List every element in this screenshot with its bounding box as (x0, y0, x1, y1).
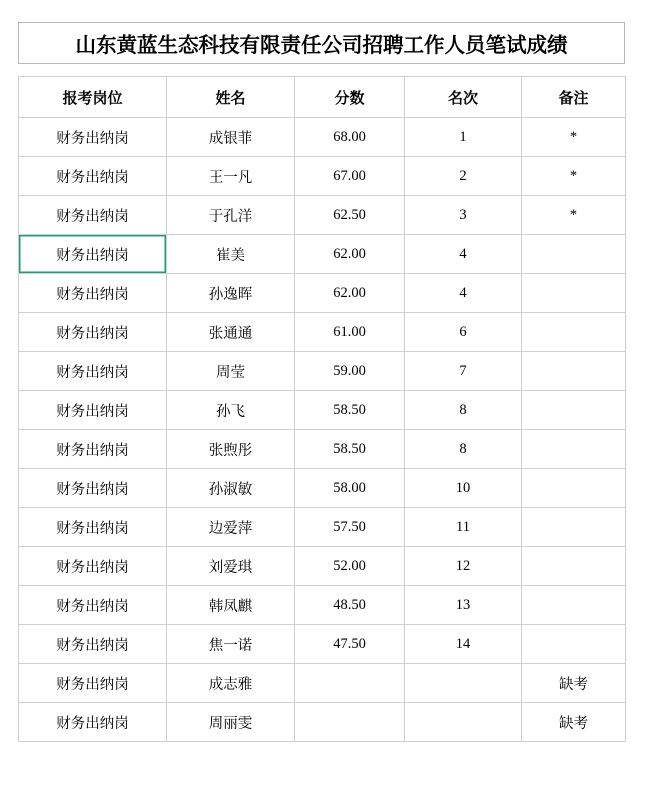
cell-name[interactable]: 周莹 (167, 352, 295, 391)
cell-name[interactable]: 孙逸晖 (167, 274, 295, 313)
cell-post[interactable]: 财务出纳岗 (19, 586, 167, 625)
table-row (19, 625, 626, 664)
table-row (19, 391, 626, 430)
cell-post[interactable]: 财务出纳岗 (19, 352, 167, 391)
cell-name[interactable]: 成银菲 (167, 118, 295, 157)
table-row (19, 469, 626, 508)
cell-name[interactable]: 孙飞 (167, 391, 295, 430)
table-row (19, 508, 626, 547)
cell-name[interactable]: 张煦彤 (167, 430, 295, 469)
cell-post[interactable]: 财务出纳岗 (19, 664, 167, 703)
cell-rank[interactable]: 14 (405, 625, 522, 664)
cell-rank[interactable]: 8 (405, 391, 522, 430)
cell-name[interactable]: 于孔洋 (167, 196, 295, 235)
cell-score[interactable]: 62.00 (295, 235, 405, 274)
cell-rank[interactable]: 7 (405, 352, 522, 391)
table-row (19, 586, 626, 625)
page-title: 山东黄蓝生态科技有限责任公司招聘工作人员笔试成绩 (75, 35, 568, 57)
cell-score[interactable]: 58.50 (295, 391, 405, 430)
cell-score[interactable]: 48.50 (295, 586, 405, 625)
cell-rank[interactable]: 4 (405, 235, 522, 274)
cell-name[interactable]: 孙淑敏 (167, 469, 295, 508)
cell-post-selected[interactable]: 财务出纳岗 (19, 235, 167, 274)
scores-table (18, 76, 626, 742)
cell-rank[interactable]: 3 (405, 196, 522, 235)
column-header-post: 报考岗位 (19, 77, 167, 118)
table-row (19, 664, 626, 703)
cell-note[interactable] (522, 391, 626, 430)
cell-note[interactable] (522, 274, 626, 313)
cell-score[interactable]: 61.00 (295, 313, 405, 352)
cell-score[interactable]: 59.00 (295, 352, 405, 391)
cell-name[interactable]: 崔美 (167, 235, 295, 274)
table-row (19, 157, 626, 196)
cell-note[interactable] (522, 547, 626, 586)
table-row (19, 352, 626, 391)
cell-post[interactable]: 财务出纳岗 (19, 469, 167, 508)
table-row (19, 547, 626, 586)
cell-note[interactable] (522, 625, 626, 664)
cell-rank[interactable]: 6 (405, 313, 522, 352)
cell-post[interactable]: 财务出纳岗 (19, 274, 167, 313)
cell-post[interactable]: 财务出纳岗 (19, 508, 167, 547)
cell-rank[interactable]: 12 (405, 547, 522, 586)
cell-post[interactable]: 财务出纳岗 (19, 313, 167, 352)
cell-score[interactable] (295, 703, 405, 742)
cell-name[interactable]: 成志雅 (167, 664, 295, 703)
cell-score[interactable] (295, 664, 405, 703)
cell-post[interactable]: 财务出纳岗 (19, 703, 167, 742)
cell-note[interactable] (522, 586, 626, 625)
table-row (19, 235, 626, 274)
cell-note[interactable]: 缺考 (522, 664, 626, 703)
table-row (19, 196, 626, 235)
cell-score[interactable]: 62.00 (295, 274, 405, 313)
cell-note[interactable] (522, 508, 626, 547)
cell-note[interactable]: 缺考 (522, 703, 626, 742)
cell-score[interactable]: 58.50 (295, 430, 405, 469)
table-row (19, 118, 626, 157)
cell-note[interactable] (522, 352, 626, 391)
column-header-note: 备注 (522, 77, 626, 118)
table-row (19, 703, 626, 742)
table-row (19, 274, 626, 313)
column-header-score: 分数 (295, 77, 405, 118)
cell-rank[interactable]: 11 (405, 508, 522, 547)
cell-post[interactable]: 财务出纳岗 (19, 157, 167, 196)
cell-name[interactable]: 周丽雯 (167, 703, 295, 742)
cell-rank[interactable] (405, 703, 522, 742)
cell-post[interactable]: 财务出纳岗 (19, 118, 167, 157)
table-row (19, 430, 626, 469)
cell-score[interactable]: 67.00 (295, 157, 405, 196)
table-body (19, 118, 626, 742)
document-page (0, 22, 645, 791)
column-header-name: 姓名 (167, 77, 295, 118)
document-title-row (18, 22, 625, 64)
cell-name[interactable]: 边爱萍 (167, 508, 295, 547)
cell-name[interactable]: 王一凡 (167, 157, 295, 196)
cell-note[interactable]: * (522, 157, 626, 196)
cell-score[interactable]: 52.00 (295, 547, 405, 586)
cell-score[interactable]: 68.00 (295, 118, 405, 157)
cell-post[interactable]: 财务出纳岗 (19, 196, 167, 235)
cell-score[interactable]: 47.50 (295, 625, 405, 664)
cell-rank[interactable]: 4 (405, 274, 522, 313)
cell-rank[interactable] (405, 664, 522, 703)
cell-score[interactable]: 57.50 (295, 508, 405, 547)
table-row (19, 313, 626, 352)
cell-rank[interactable]: 1 (405, 118, 522, 157)
cell-post[interactable]: 财务出纳岗 (19, 625, 167, 664)
cell-note[interactable] (522, 430, 626, 469)
cell-score[interactable]: 62.50 (295, 196, 405, 235)
cell-rank[interactable]: 8 (405, 430, 522, 469)
cell-note[interactable] (522, 313, 626, 352)
cell-score[interactable]: 58.00 (295, 469, 405, 508)
cell-post[interactable]: 财务出纳岗 (19, 391, 167, 430)
cell-rank[interactable]: 13 (405, 586, 522, 625)
cell-note[interactable]: * (522, 118, 626, 157)
cell-rank[interactable]: 2 (405, 157, 522, 196)
cell-name[interactable]: 张通通 (167, 313, 295, 352)
table-header-row (19, 77, 626, 118)
cell-name[interactable]: 韩凤麒 (167, 586, 295, 625)
column-header-rank: 名次 (405, 77, 522, 118)
cell-note[interactable] (522, 469, 626, 508)
cell-post[interactable]: 财务出纳岗 (19, 430, 167, 469)
cell-name[interactable]: 刘爱琪 (167, 547, 295, 586)
cell-post[interactable]: 财务出纳岗 (19, 547, 167, 586)
cell-note[interactable]: * (522, 196, 626, 235)
cell-note[interactable] (522, 235, 626, 274)
cell-name[interactable]: 焦一诺 (167, 625, 295, 664)
cell-rank[interactable]: 10 (405, 469, 522, 508)
